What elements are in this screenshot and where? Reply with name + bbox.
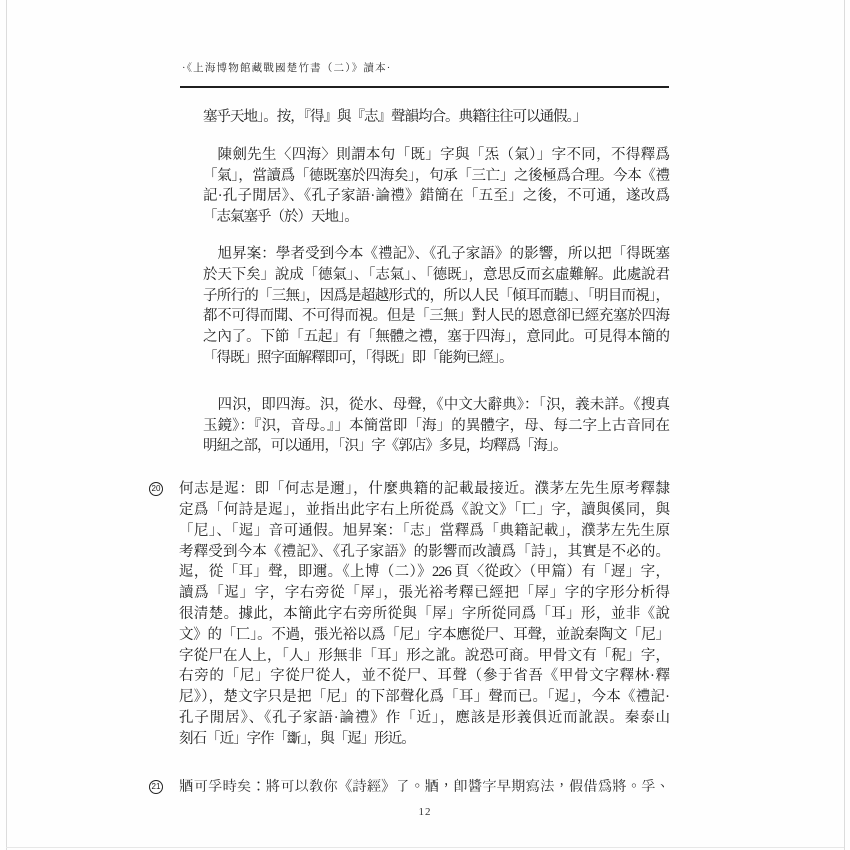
text-line: 子所行的「三無」，因爲是超越形式的，所以人民「傾耳而聽」、「明目而視」，	[203, 287, 669, 304]
text-line: 𨟻可孚時矣：將可以教你《詩經》了。𨟻，即醬字早期寫法，假借爲將。孚、	[179, 778, 669, 795]
text-line: 之內了。下節「五起」有「無體之禮，塞于四海」，意同此。可見得本簡的	[203, 329, 669, 346]
text-line: 文》的「匸」。不過，張光裕以爲「尼」字本應從尸、耳聲，並說秦陶文「尼」	[179, 626, 669, 643]
scan-edge-right	[844, 0, 845, 850]
body-paragraph	[203, 395, 669, 457]
text-line: 考釋受到今本《禮記》、《孔子家語》的影響而改讀爲「詩」，其實是不必的。	[179, 543, 669, 560]
scan-edge-bottom	[6, 847, 844, 848]
text-line: 「志氣塞乎（於）天地」。	[203, 209, 358, 226]
text-line: 「尼」、「迡」音可通假。旭昇案：「志」當釋爲「典籍記載」，濮茅左先生原	[179, 522, 669, 539]
text-line: 讀爲「迡」字，字右旁從「屖」，張光裕考釋已經把「屖」字的字形分析得	[179, 585, 669, 602]
text-line: 尼》），楚文字只是把「尼」的下部聲化爲「耳」聲而已。「迡」，今本《禮記·	[179, 689, 669, 706]
footnote-item	[151, 777, 669, 798]
text-line: 四𣲵，即四海。𣲵，從水、母聲，《中文大辭典》：「𣲵，義未詳。《搜真	[217, 396, 669, 413]
text-line: 「得既」照字面解釋即可，「得既」即「能夠已經」。	[203, 349, 513, 366]
body-paragraph	[203, 244, 669, 369]
page-number: 12	[418, 806, 432, 818]
scan-edge-left	[6, 0, 7, 850]
header-rule	[180, 86, 669, 88]
text-line: 明紐之部，可以通用，「𣲵」字《郭店》多見，均釋爲「海」。	[203, 438, 567, 455]
text-line: 於天下矣」說成「德氣」、「志氣」、「德既」，意思反而玄虛難解。此處說君	[203, 266, 669, 283]
running-header-title: ·《上海博物館藏戰國楚竹書（二）》讀本·	[182, 63, 392, 74]
text-line: 孔子閒居》、《孔子家語·論禮》作「近」，應該是形義俱近而訛誤。秦泰山	[179, 709, 669, 726]
text-line: 玉鏡》：『𣲵，音母。』」本簡當即「海」的異體字，母、每二字上古音同在	[203, 417, 669, 434]
text-line: 右旁的「尼」字從尸從人，並不從尸、耳聲（參于省吾《甲骨文字釋林·釋	[179, 668, 669, 685]
text-line: 刻石「近」字作「𣃔」，與「迡」形近。	[179, 730, 415, 747]
text-line: 塞乎天地」。按，『得』與『志』聲韻均合。典籍往往可以通假。」	[203, 109, 587, 125]
note-number-badge: 20	[149, 482, 163, 496]
text-line: 都不可得而聞、不可得而視。但是「三無」對人民的恩意卻已經充塞於四海	[203, 308, 669, 325]
text-line: 何志是迡：即「何志是邇」，什麼典籍的記載最接近。濮茅左先生原考釋隸	[179, 481, 669, 498]
text-column	[151, 107, 669, 813]
footnote-item	[151, 479, 669, 749]
text-line: 陳劍先生〈四海〉則謂本句「既」字與「炁（氣）」字不同，不得釋爲	[217, 146, 669, 163]
text-line: 字從尸在人上，「人」形無非「耳」形之訛。說恐可商。甲骨文有「秜」字，	[179, 647, 669, 664]
note-number-badge: 21	[149, 780, 163, 794]
text-line: 記·孔子閒居》、《孔子家語·論禮》錯簡在「五至」之後，不可通，遂改爲	[203, 188, 669, 205]
text-line: 定爲「何詩是迡」，並指出此字右上所從爲《說文》「匸」字，讀與傒同，與	[179, 501, 669, 518]
text-line: 迡，從「耳」聲，即邇。《上博（二）》226 頁〈從政〉（甲篇）有「遟」字，	[179, 564, 669, 581]
body-paragraph	[203, 107, 669, 128]
text-line: 旭昇案：學者受到今本《禮記》、《孔子家語》的影響，所以把「得既塞	[217, 245, 669, 262]
text-line: 很清楚。據此，本簡此字右旁所從與「屖」字所從同爲「耳」形，並非《說	[179, 605, 669, 622]
body-paragraph	[203, 145, 669, 228]
text-line: 「氣」，當讀爲「德既塞於四海矣」，句承「三亡」之後極爲合理。今本《禮	[203, 167, 669, 184]
